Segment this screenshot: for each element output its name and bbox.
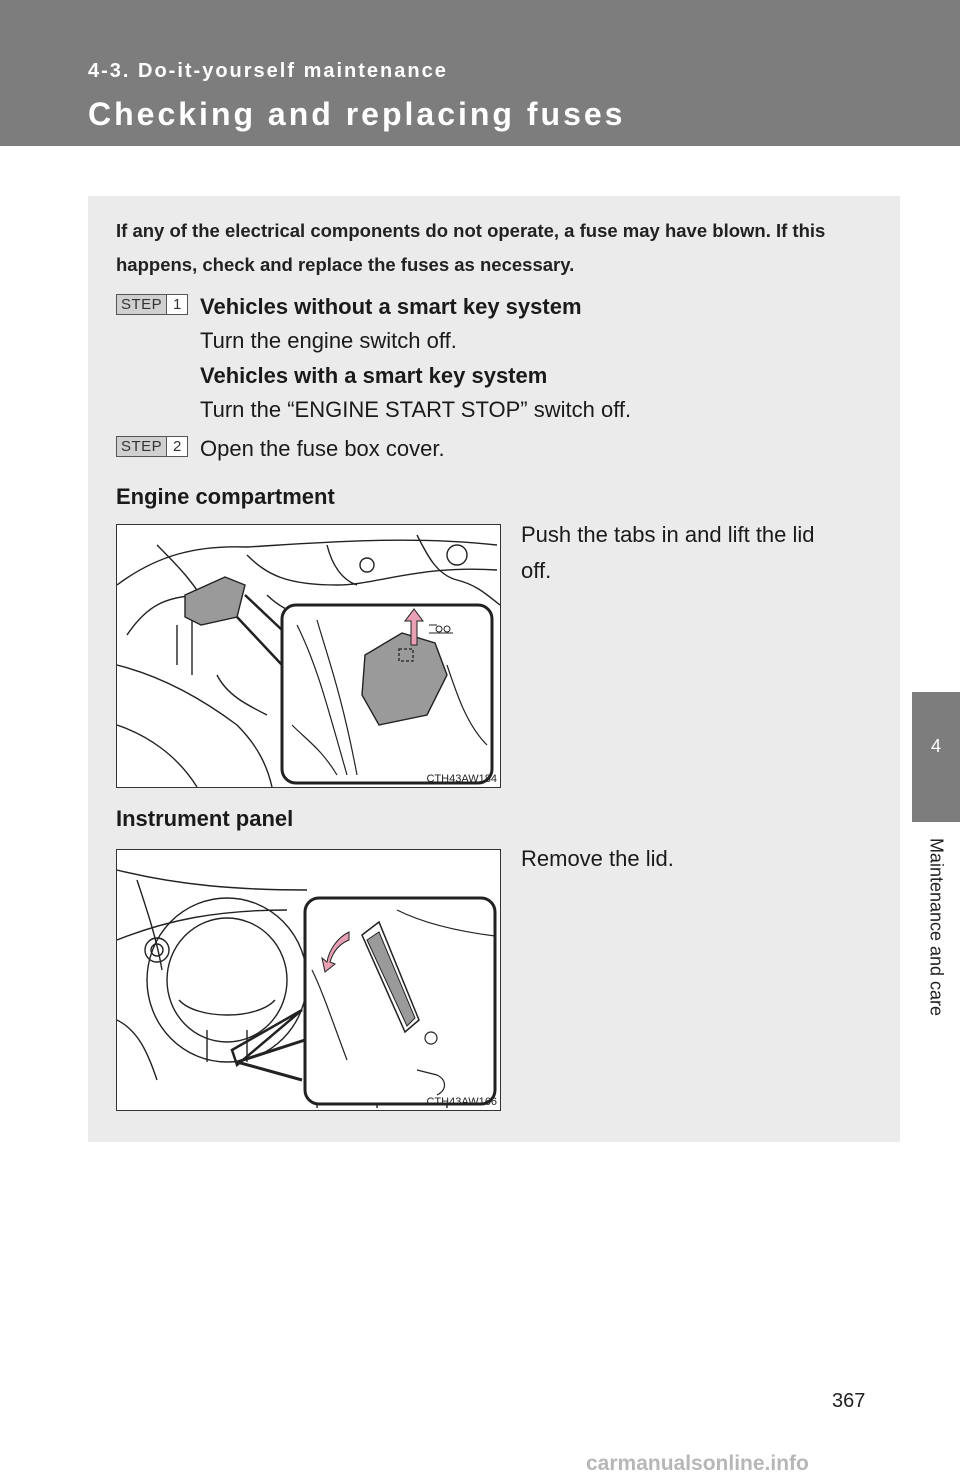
chapter-label-container — [912, 822, 960, 1032]
intro-text: If any of the electrical components do not operate, a fuse may have blown. If this happens, check and replace the fuses as necessary. — [116, 220, 826, 275]
section-label: 4-3. Do-it-yourself maintenance — [88, 60, 448, 82]
step-1-line-1: Vehicles without a smart key system — [200, 294, 582, 319]
step-1-line-4: Turn the “ENGINE START STOP” switch off. — [200, 397, 632, 422]
engine-image-code: CTH43AW184 — [426, 773, 497, 785]
step-word: STEP — [121, 296, 163, 313]
chapter-number: 4 — [930, 736, 941, 756]
step-number: 1 — [166, 295, 187, 314]
fuse-box-shape — [185, 577, 245, 625]
instrument-instruction: Remove the lid. — [521, 846, 674, 871]
step-2-line-1: Open the fuse box cover. — [200, 436, 445, 461]
engine-compartment-heading: Engine compartment — [116, 484, 335, 509]
step-number: 2 — [166, 437, 187, 456]
chapter-tab[interactable] — [912, 692, 960, 822]
watermark: carmanualsonline.info — [586, 1452, 809, 1475]
chapter-label: Maintenance and care — [926, 837, 947, 1017]
instrument-illustration-drawing — [117, 850, 500, 1110]
instrument-image-code: CTH43AW166 — [426, 1096, 497, 1108]
step-1-line-2: Turn the engine switch off. — [200, 328, 457, 353]
engine-instruction-line-1: Push the tabs in and lift the lid — [521, 522, 815, 547]
step-1-badge — [116, 294, 188, 315]
step-2-badge — [116, 436, 188, 457]
step-word: STEP — [121, 438, 163, 455]
step-1-line-3: Vehicles with a smart key system — [200, 363, 548, 388]
engine-compartment-illustration — [116, 524, 501, 788]
instrument-panel-illustration — [116, 849, 501, 1111]
page-header — [0, 0, 960, 146]
page-title: Checking and replacing fuses — [88, 96, 626, 132]
engine-instruction-line-2: off. — [521, 558, 552, 583]
engine-illustration-drawing — [117, 525, 500, 787]
page-number: 367 — [832, 1390, 866, 1412]
instrument-panel-heading: Instrument panel — [116, 806, 294, 831]
